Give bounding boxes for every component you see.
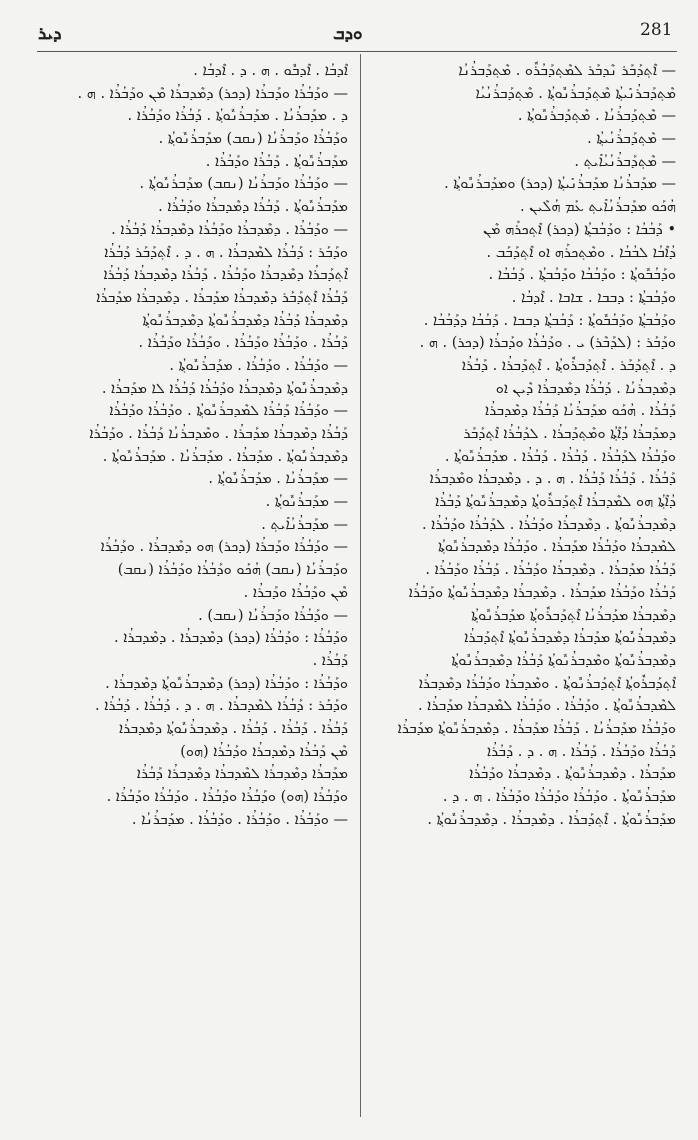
left-column-line: ܐܶܬ݂ܕܰܒܪܳܐ ܕܡܶܕܒܪܳܐ ܘܕܰܒܳܪܳܐ . ܕܰܒܳܪܳܐ ܕܡܶܕܒܪܳܐ ܕܰܒܳܪܳܐ — [103, 267, 348, 284]
left-column-line: ܡܕܰܒܪܳܢܽܘܬ݂ܳܐ . ܕܰܒܳܪܳܐ ܕܡܶܕܒܪܳܐ ܘܕܰܒܳܪܳܐ . — [158, 199, 348, 216]
right-column-line: ܘܕܰܒܳܒܬ݂ܳܐ ܘܕܰܒܳܒܽܘܬ݂ܳܐ : ܕܰܒܳܒܬ݂ܳܐ ܕܒܒܐ . ܕܰܒܳܒܳܐ ܕܕܰܒܳܒܳܐ . — [423, 312, 676, 329]
right-column-line: ܠܡܶܕܒܪܳܐ ܘܕܰܒܳܪܳܐ ܡܕܰܒܪܳܐ . ܘܕܰܒܳܪܳܐ ܕܡܶܕܒܪܳܢܽܘܬ݂ܳܐ — [438, 539, 676, 556]
left-column — [36, 60, 348, 831]
running-head-left-word: ܕܝܪ — [38, 24, 62, 44]
left-column-line: ܕܡܶܕܒܪܳܢܽܘܬ݂ܳܐ . ܡܕܰܒܪܳܐ . ܡܕܰܒܪܳܢܳܐ . ܡܕܰܒܪܳܢܽܘܬ݂ܳܐ . — [102, 448, 348, 465]
right-column-line: ܘܕܰܒܳܪܳܐ ܡܕܰܒܪܳܢܳܐ . ܕܰܒܳܪܳܐ ܡܕܰܒܪܳܐ . ܕܡܶܕܒܪܳܢܽܘܬ݂ܳܐ ܡܕܰܒܪܳܐ — [397, 720, 676, 737]
left-column-line: — ܡܕܰܒܪܳܢܳܐܺܝܬ݂ . — [261, 516, 348, 533]
right-column-line: ܡܕܰܒܪܳܐ . ܕܡܶܕܒܪܳܢܽܘܬ݂ܳܐ . ܕܡܶܕܒܪܳܐ ܘܕܰܒܳܪܳܐ — [469, 766, 676, 783]
right-column-line: ܕܡܶܕܒܪܳܢܳܐ . ܕܰܒܳܪܳܐ ܕܡܶܕܒܪܳܐ ܕܶܝܢ ܐܘ — [495, 380, 676, 397]
left-column-line: ܘܕܰܒܳܪܳܐ : ܘܕܰܒܳܪܳܐ (ܕܟܪ) ܕܡܶܕܒܪܳܢܽܘܬ݂ܳܐ ܕܡܶܕܒܪܳܐ . — [105, 675, 348, 692]
right-column-line: ܕܡܕܰܒܪܳܐ ܕܳܐܶܬ݂ܳܐ ܘܡܶܬ݂ܕܰܒܪܳܐ . ܠܕܰܒܳܪܳܐ ܐܶܬ݂ܕܰܒܰܪ — [463, 426, 676, 442]
right-column-line: ܘܕܰܒܳܒܬ݂ܳܐ : ܕܒܒܐ . ܫܐܒܐ . ܐܶܕܒܳܐ . — [511, 289, 676, 306]
right-column-line: ܡܕܰܒܪܳܢܽܘܬ݂ܳܐ . ܘܕܰܒܳܪܳܐ ܘܕܰܒܳܪܳܐ ܘܕܰܒܳܪܳܐ . ܗ . ܕ . — [442, 789, 676, 805]
right-column-line: ܕܡܶܕܒܪܳܢܽܘܬ݂ܳܐ ܘܡܶܕܒܪܳܢܽܘܬ݂ܳܐ ܕܰܒܳܪܳܐ ܕܡܶܕܒܪܳܢܽܘܬ݂ܳܐ — [451, 652, 676, 669]
left-column-line: ܕܰܒܳܪܳܐ . — [312, 652, 348, 669]
right-column-line: ܕܡܶܕܒܪܳܢܽܘܬ݂ܳܐ ܡܕܰܒܪܳܐ ܕܡܶܕܒܪܳܢܽܘܬ݂ܳܐ ܐܶܬ݂ܕܰܒܪܳܐ — [464, 630, 676, 647]
right-column-line: — ܡܶܬ݂ܕܰܒܪܳܢܳܐ . ܡܶܬ݂ܕܰܒܪܳܢܽܘܬ݂ܳܐ . — [517, 108, 676, 125]
right-column-line: ܕܳܐܶܒܳܐ ܠܒܳܒܳܐ . ܘܡܶܬ݂ܟܪܰܗ ܐܘ ܐܶܬ݂ܕܰܒܰܒ . — [486, 244, 676, 261]
left-column-line: ܐܶܕܒܳܐ . ܐܶܕܒܽܘ . ܗ . ܕ . ܐܶܕܒܳܐ . — [193, 63, 348, 79]
running-head-center-word: ܘܕܒ — [333, 24, 363, 44]
left-column-line: — ܡܕܰܒܪܳܢܳܐ . ܡܕܰܒܪܳܢܽܘܬ݂ܳܐ . — [208, 471, 348, 488]
left-column-line: ܡܕܰܒܪܳܢܽܘܬ݂ܳܐ . ܕܰܒܳܪܳܐ ܘܕܰܒܳܪܳܐ . — [205, 153, 348, 170]
left-column-line: — ܘܕܰܒܳܪܳܐ ܘܕܰܒܪܳܐ (ܕܟܪ) ܗܘ ܕܡܶܕܒܪܳܐ . ܘܕܰܒܳܪܳܐ — [100, 539, 348, 556]
left-column-line: — ܘܕܰܒܳܪܳܐ . ܘܕܰܒܳܪܳܐ . ܡܕܰܒܪܳܢܽܘܬ݂ܳܐ . — [169, 357, 348, 374]
right-column-line: ܘܕܰܒܳܒܽܘܬ݂ܳܐ : ܘܕܰܒܳܒܳܐ ܘܕܰܒܳܒܬ݂ܳܐ . ܕܰܒܳܒܳܐ . — [488, 267, 676, 284]
left-column-line: — ܘܕܰܒܳܪܳܐ ܘܕܰܒܪܳܐ (ܕܟܪ) ܕܡܶܕܒܪܳܐ ܡܶܢ ܘܕܰܒܳܪܳܐ . ܗ . — [77, 85, 348, 102]
right-column-line: ܡܕܰܒܪܳܢܽܘܬ݂ܳܐ . ܐܶܬ݂ܕܰܒܪܳܐ . ܕܡܶܕܒܪܳܐ . ܕܡܶܕܒܪܳܢܽܘܬ݂ܳܐ . — [427, 811, 676, 828]
column-divider — [360, 54, 361, 1117]
left-column-line: — ܘܕܰܒܳܪܳܐ ܘܕܰܒܪܳܢܳܐ (ܢܩܒ) . — [198, 607, 348, 624]
right-column-line: • ܕܰܒܳܒܳܐ : ܘܕܰܒܳܒܬ݂ܳܐ (ܕܟܪ) ܐܶܬ݂ܟܪܰܗ ܡܶܢ — [483, 221, 676, 238]
left-column-line: ܕ . ܡܕܰܒܪܳܢܳܐ . ܡܕܰܒܪܳܢܽܘܬ݂ܳܐ . ܕܰܒܳܪܳܐ ܘܕܰܒܳܪܳܐ . — [127, 108, 348, 125]
left-column-line: ܕܡܶܕܒܪܳܢܽܘܬ݂ܳܐ ܕܡܶܕܒܪܳܐ ܘܕܰܒܳܪܳܐ ܕܰܒܳܪܳܐ ܠܐ ܡܕܰܒܪܳܐ . — [101, 380, 348, 397]
right-column-line: ܡܶܬ݂ܕܰܒܪܳܢܺܝܬ݂ܳܐ ܡܶܬ݂ܕܰܒܪܳܢܽܘܬ݂ܳܐ . ܡܶܬ݂ܕܰܒܪܳܢܳܝܳܐ — [475, 85, 676, 102]
left-column-line: ܘܕܰܒܳܪܳܐ : ܘܕܰܒܳܪܳܐ (ܕܟܪ) ܕܡܶܕܒܪܳܐ . ܕܡܶܕܒܪܳܐ . — [114, 630, 348, 647]
right-column-line: — ܐܶܬ݂ܕܰܒܰܪ ܢܶܕܒܰܪ ܠܡܶܬ݂ܕܰܒܳܪܽܘ . ܡܶܬ݂ܕܰܒܪܳܢܳܐ — [458, 63, 676, 79]
right-column-line: ܘܕܰܒܰܪ : (ܠܕܰܒܶܪ) ܝ . ܘܕܰܒܳܪܳܐ ܘܕܰܒܪܳܐ (ܕܟܪ) . ܗ . — [419, 335, 676, 352]
left-column-line: ܡܶܢ ܘܕܰܒܳܪܳܐ ܘܕܰܒܪܳܐ . — [243, 584, 348, 601]
left-column-line: — ܘܕܰܒܳܪܳܐ ܕܰܒܳܪܳܐ ܠܡܶܕܒܪܳܢܽܘܬ݂ܳܐ . ܘܕܰܒܳܪܳܐ ܘܕܰܒܳܪܳܐ — [109, 403, 348, 420]
left-column-line: ܕܰܒܳܪܳܐ ܐܶܬ݂ܕܰܒܰܪ ܕܡܶܕܒܪܳܐ ܡܕܰܒܪܳܐ . ܕܡܶܕܒܪܳܐ ܡܕܰܒܪܳܐ — [96, 289, 348, 306]
left-column-line: — ܡܕܰܒܪܳܢܽܘܬ݂ܳܐ . — [265, 494, 348, 511]
right-column-line: ܕܳܐܶܬ݂ܳܐ ܗܘ ܠܡܶܕܒܪܳܐ ܐܶܬ݂ܕܰܒܪܽܘܬ݂ܳܐ ܕܡܶܕܒܪܳܢܽܘܬ݂ܳܐ ܕܰܒܳܪܳܐ — [435, 494, 676, 511]
left-column-line: ܕܰܒܳܪܳܐ ܕܡܶܕܒܪܳܐ ܡܕܰܒܪܳܐ . ܘܡܶܕܒܪܳܢܳܐ ܕܰܒܳܪܳܐ . ܘܕܰܒܳܪܳܐ — [89, 426, 348, 442]
left-column-line: ܘܕܰܒܳܪܳܐ ܘܕܰܒܪܳܢܳܐ (ܢܩܒ) ܡܕܰܒܪܳܢܽܘܬ݂ܳܐ . — [158, 131, 348, 148]
right-column-line: — ܡܶܬ݂ܕܰܒܪܳܢܳܝܬ݂ܳܐ . — [587, 131, 676, 148]
right-column-line: ܕܰܒܳܪܳܐ ܘܕܰܒܳܪܳܐ ܡܕܰܒܪܳܐ . ܕܡܶܕܒܪܳܐ ܕܡܶܕܒܪܳܢܽܘܬ݂ܳܐ ܘܕܰܒܳܪܳܐ — [408, 584, 676, 601]
left-column-line: ܘܕܰܒܳܪܳܐ (ܗܘ) ܘܕܰܒܳܪܳܐ ܘܕܰܒܳܪܳܐ . ܘܕܰܒܳܪܳܐ ܘܕܰܒܳܪܳܐ . — [106, 789, 348, 805]
right-column-line: — ܡܕܰܒܪܳܢܳܐ ܡܕܰܒܪܳܢܺܝܬ݂ܳܐ (ܕܟܪ) ܘܡܕܰܒܪܳܢܽܘܬ݂ܳܐ . — [444, 176, 676, 193]
right-column-line: ܕܰܒܳܪܳܐ . ܕܰܒܳܪܳܐ ܕܰܒܳܪܳܐ . ܗ . ܕ . ܕܡܶܕܒܪܳܐ ܘܡܶܕܒܪܳܐ — [429, 471, 676, 488]
running-head — [0, 0, 698, 56]
left-column-line: ܡܕܰܒܪܳܐ ܕܡܶܕܒܪܳܐ ܠܡܶܕܒܪܳܐ ܕܡܶܕܒܪܳܐ ܕܰܒܳܪܳܐ — [136, 766, 348, 783]
left-column-line: ܕܡܶܕܒܪܳܐ ܕܰܒܳܪܳܐ ܕܡܶܕܒܪܳܢܽܘܬ݂ܳܐ ܕܡܶܕܒܪܳܢܽܘܬ݂ܳܐ — [142, 312, 348, 329]
left-column-line: ܕܰܒܳܪܳܐ . ܕܰܒܳܪܳܐ . ܕܰܒܳܪܳܐ . ܕܡܶܕܒܪܳܢܽܘܬ݂ܳܐ ܕܡܶܕܒܪܳܐ — [119, 720, 348, 737]
right-column-line: ܕ . ܐܶܬ݂ܕܰܒܰܪ . ܐܶܬ݂ܕܰܒܪܽܘܬ݂ܳܐ . ܐܶܬ݂ܕܰܒܪܳܐ . ܕܰܒܳܪܳܐ — [461, 357, 676, 374]
page-number: 281 — [640, 20, 673, 40]
left-column-line: ܘܕܰܒܪܳܢܳܐ (ܢܩܒ) ܗܳܟܰܘ ܘܕܰܒܳܪܳܐ ܘܕܰܒܳܪܳܐ (ܢܩܒ) — [117, 562, 348, 579]
right-column-line: ܕܡܶܕܒܪܳܐ ܡܕܰܒܪܳܢܳܐ ܐܶܬ݂ܕܰܒܪܽܘܬ݂ܳܐ ܡܕܰܒܪܳܢܽܘܬ݂ܳܐ — [471, 607, 676, 624]
right-column-line: ܘܕܰܒܳܪܳܐ ܠܕܰܒܳܪܳܐ . ܕܰܒܳܪܳܐ . ܕܰܒܳܪܳܐ . ܡܕܰܒܪܳܢܽܘܬ݂ܳܐ . — [444, 448, 676, 465]
left-column-line: — ܘܕܰܒܳܪܳܐ ܘܕܰܒܪܳܢܳܐ (ܢܩܒ) ܡܕܰܒܪܳܢܽܘܬ݂ܳܐ . — [139, 176, 348, 193]
left-column-line: ܘܕܰܒܰܪ : ܕܰܒܳܪܳܐ ܠܡܶܕܒܪܳܐ . ܗ . ܕ . ܕܰܒܳܪܳܐ . ܕܰܒܳܪܳܐ . — [95, 698, 348, 715]
left-column-line: ܡܶܢ ܕܰܒܳܪܳܐ ܕܡܶܕܒܪܳܐ ܘܕܰܒܳܪܳܐ (ܗܘ) — [180, 743, 348, 760]
right-column-line: — ܡܶܬ݂ܕܰܒܪܳܢܳܝܳܐܺܝܬ݂ . — [574, 153, 676, 170]
right-column-line: ܕܰܒܳܪܳܐ ܡܕܰܒܪܳܐ . ܕܡܶܕܒܪܳܐ ܘܕܰܒܳܪܳܐ . ܕܰܒܳܪܳܐ ܘܕܰܒܳܪܳܐ . — [425, 562, 676, 579]
left-column-line: ܘܕܰܒܰܪ : ܕܰܒܳܪܳܐ ܠܡܶܕܒܪܳܐ . ܗ . ܕ . ܐܶܬ݂ܕܰܒܰܪ ܕܰܒܳܪܳܐ — [104, 244, 348, 261]
right-column — [374, 60, 676, 831]
left-column-line: — ܘܕܰܒܳܪܳܐ . ܕܡܶܕܒܪܳܐ ܘܕܰܒܳܪܳܐ ܕܡܶܕܒܪܳܐ ܕܰܒܳܪܳܐ . — [111, 221, 348, 238]
right-column-line: ܐܶܬ݂ܕܰܒܪܽܘܬ݂ܳܐ ܐܶܬ݂ܕܰܒܪܳܢܽܘܬ݂ܳܐ . ܘܡܶܕܒܪܳܐ ܘܕܰܒܳܪܳܐ ܕܡܶܕܒܪܳܐ — [418, 675, 676, 692]
right-column-line: ܕܡܶܕܒܪܳܢܽܘܬ݂ܳܐ . ܕܡܶܕܒܪܳܐ ܘܕܰܒܳܪܳܐ . ܠܕܰܒܳܪܳܐ ܘܕܰܒܳܪܳܐ . — [421, 516, 676, 533]
right-column-line: ܠܡܶܕܒܪܳܢܽܘܬ݂ܳܐ . ܘܕܰܒܳܪܳܐ . ܘܕܰܒܳܪܳܐ ܠܡܶܕܒܪܳܐ ܡܕܰܒܪܳܐ . — [417, 698, 676, 715]
right-column-line: ܗܳܟܰܘ ܡܕܰܒܪܳܢܳܐܺܝܬ݂ ܥܰܡ ܗܳܠܶܝܢ . — [520, 199, 676, 216]
left-column-line: ܕܰܒܳܪܳܐ . ܘܕܰܒܳܪܳܐ ܘܕܰܒܳܪܳܐ . ܘܕܰܒܳܪܳܐ ܘܕܰܒܳܪܳܐ . — [138, 335, 348, 352]
right-column-line: ܕܰܒܳܪܳܐ . ܗܳܟܰܘ ܡܕܰܒܪܳܢܳܐ ܕܰܒܳܪܳܐ ܕܡܶܕܒܪܳܐ — [485, 403, 676, 420]
header-rule — [37, 51, 677, 52]
right-column-line: ܕܰܒܳܪܳܐ ܘܕܰܒܳܪܳܐ . ܕܰܒܳܪܳܐ . ܗ . ܕ . ܕܰܒܳܪܳܐ — [486, 743, 676, 760]
left-column-line: — ܘܕܰܒܳܪܳܐ . ܘܕܰܒܳܪܳܐ . ܘܕܰܒܳܪܳܐ . ܡܕܰܒܪܳܢܳܐ . — [131, 811, 348, 828]
